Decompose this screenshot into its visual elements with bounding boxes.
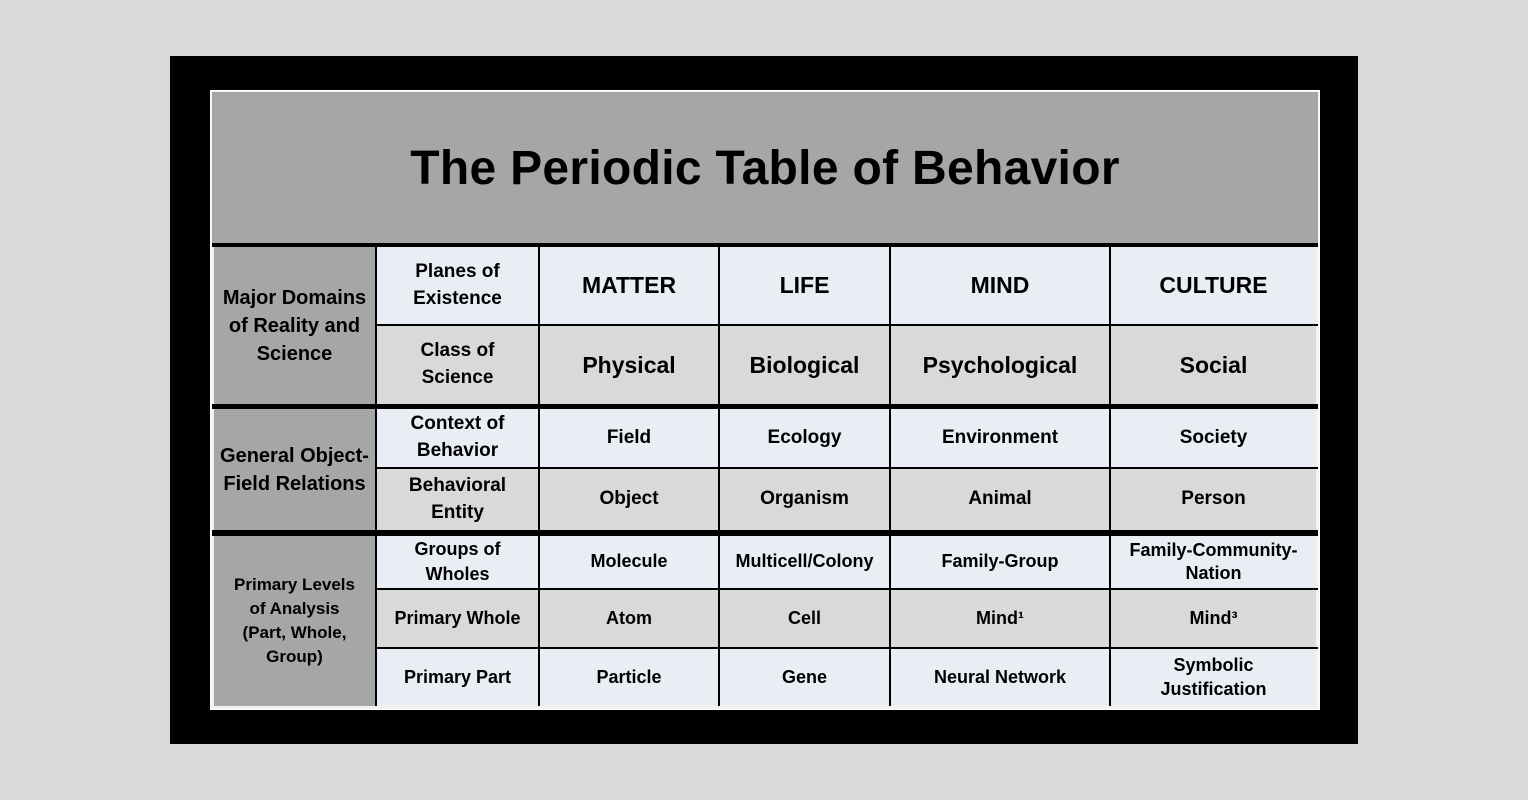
cell-class-culture: Social <box>1111 326 1316 404</box>
table-title-banner <box>212 92 1318 244</box>
hline-row-5 <box>377 588 1318 590</box>
cell-part-mind: Neural Network <box>891 649 1109 706</box>
vline-5 <box>1109 247 1111 706</box>
row-label-planes: Planes of Existence <box>377 247 538 324</box>
cell-part-culture: Symbolic Justification <box>1111 649 1316 706</box>
cell-context-matter: Field <box>540 409 718 467</box>
cell-whole-mind: Mind¹ <box>891 590 1109 647</box>
cell-planes-culture: CULTURE <box>1111 247 1316 324</box>
page-title: The Periodic Table of Behavior <box>410 141 1120 195</box>
cell-entity-matter: Object <box>540 469 718 530</box>
cell-planes-matter: MATTER <box>540 247 718 324</box>
cell-groups-culture: Family-Community-Nation <box>1111 536 1316 588</box>
row-label-context: Context of Behavior <box>377 409 538 467</box>
group-label-object-field: General Object-Field Relations <box>214 409 375 530</box>
cell-class-life: Biological <box>720 326 889 404</box>
cell-entity-culture: Person <box>1111 469 1316 530</box>
row-label-groups: Groups of Wholes <box>377 536 538 588</box>
cell-planes-life: LIFE <box>720 247 889 324</box>
cell-context-life: Ecology <box>720 409 889 467</box>
row-label-primary-whole: Primary Whole <box>377 590 538 647</box>
cell-whole-matter: Atom <box>540 590 718 647</box>
row-label-class: Class of Science <box>377 326 538 404</box>
cell-part-matter: Particle <box>540 649 718 706</box>
hline-row-1 <box>377 324 1318 326</box>
divider-section-1 <box>212 404 1318 409</box>
divider-title <box>212 243 1318 247</box>
cell-class-mind: Psychological <box>891 326 1109 404</box>
cell-whole-life: Cell <box>720 590 889 647</box>
group-label-domains: Major Domains of Reality and Science <box>214 247 375 404</box>
row-label-entity: Behavioral Entity <box>377 469 538 530</box>
cell-planes-mind: MIND <box>891 247 1109 324</box>
cell-groups-life: Multicell/Colony <box>720 536 889 588</box>
cell-entity-mind: Animal <box>891 469 1109 530</box>
cell-context-mind: Environment <box>891 409 1109 467</box>
cell-class-matter: Physical <box>540 326 718 404</box>
divider-section-2 <box>212 530 1318 536</box>
vline-4 <box>889 247 891 706</box>
cell-whole-culture: Mind³ <box>1111 590 1316 647</box>
cell-groups-mind: Family-Group <box>891 536 1109 588</box>
hline-row-6 <box>377 647 1318 649</box>
hline-row-3 <box>377 467 1318 469</box>
cell-groups-matter: Molecule <box>540 536 718 588</box>
vline-1 <box>375 247 377 706</box>
cell-context-culture: Society <box>1111 409 1316 467</box>
vline-3 <box>718 247 720 706</box>
vline-2 <box>538 247 540 706</box>
cell-entity-life: Organism <box>720 469 889 530</box>
group-label-levels: Primary Levels of Analysis (Part, Whole, Group) <box>214 536 375 706</box>
cell-part-life: Gene <box>720 649 889 706</box>
row-label-primary-part: Primary Part <box>377 649 538 706</box>
